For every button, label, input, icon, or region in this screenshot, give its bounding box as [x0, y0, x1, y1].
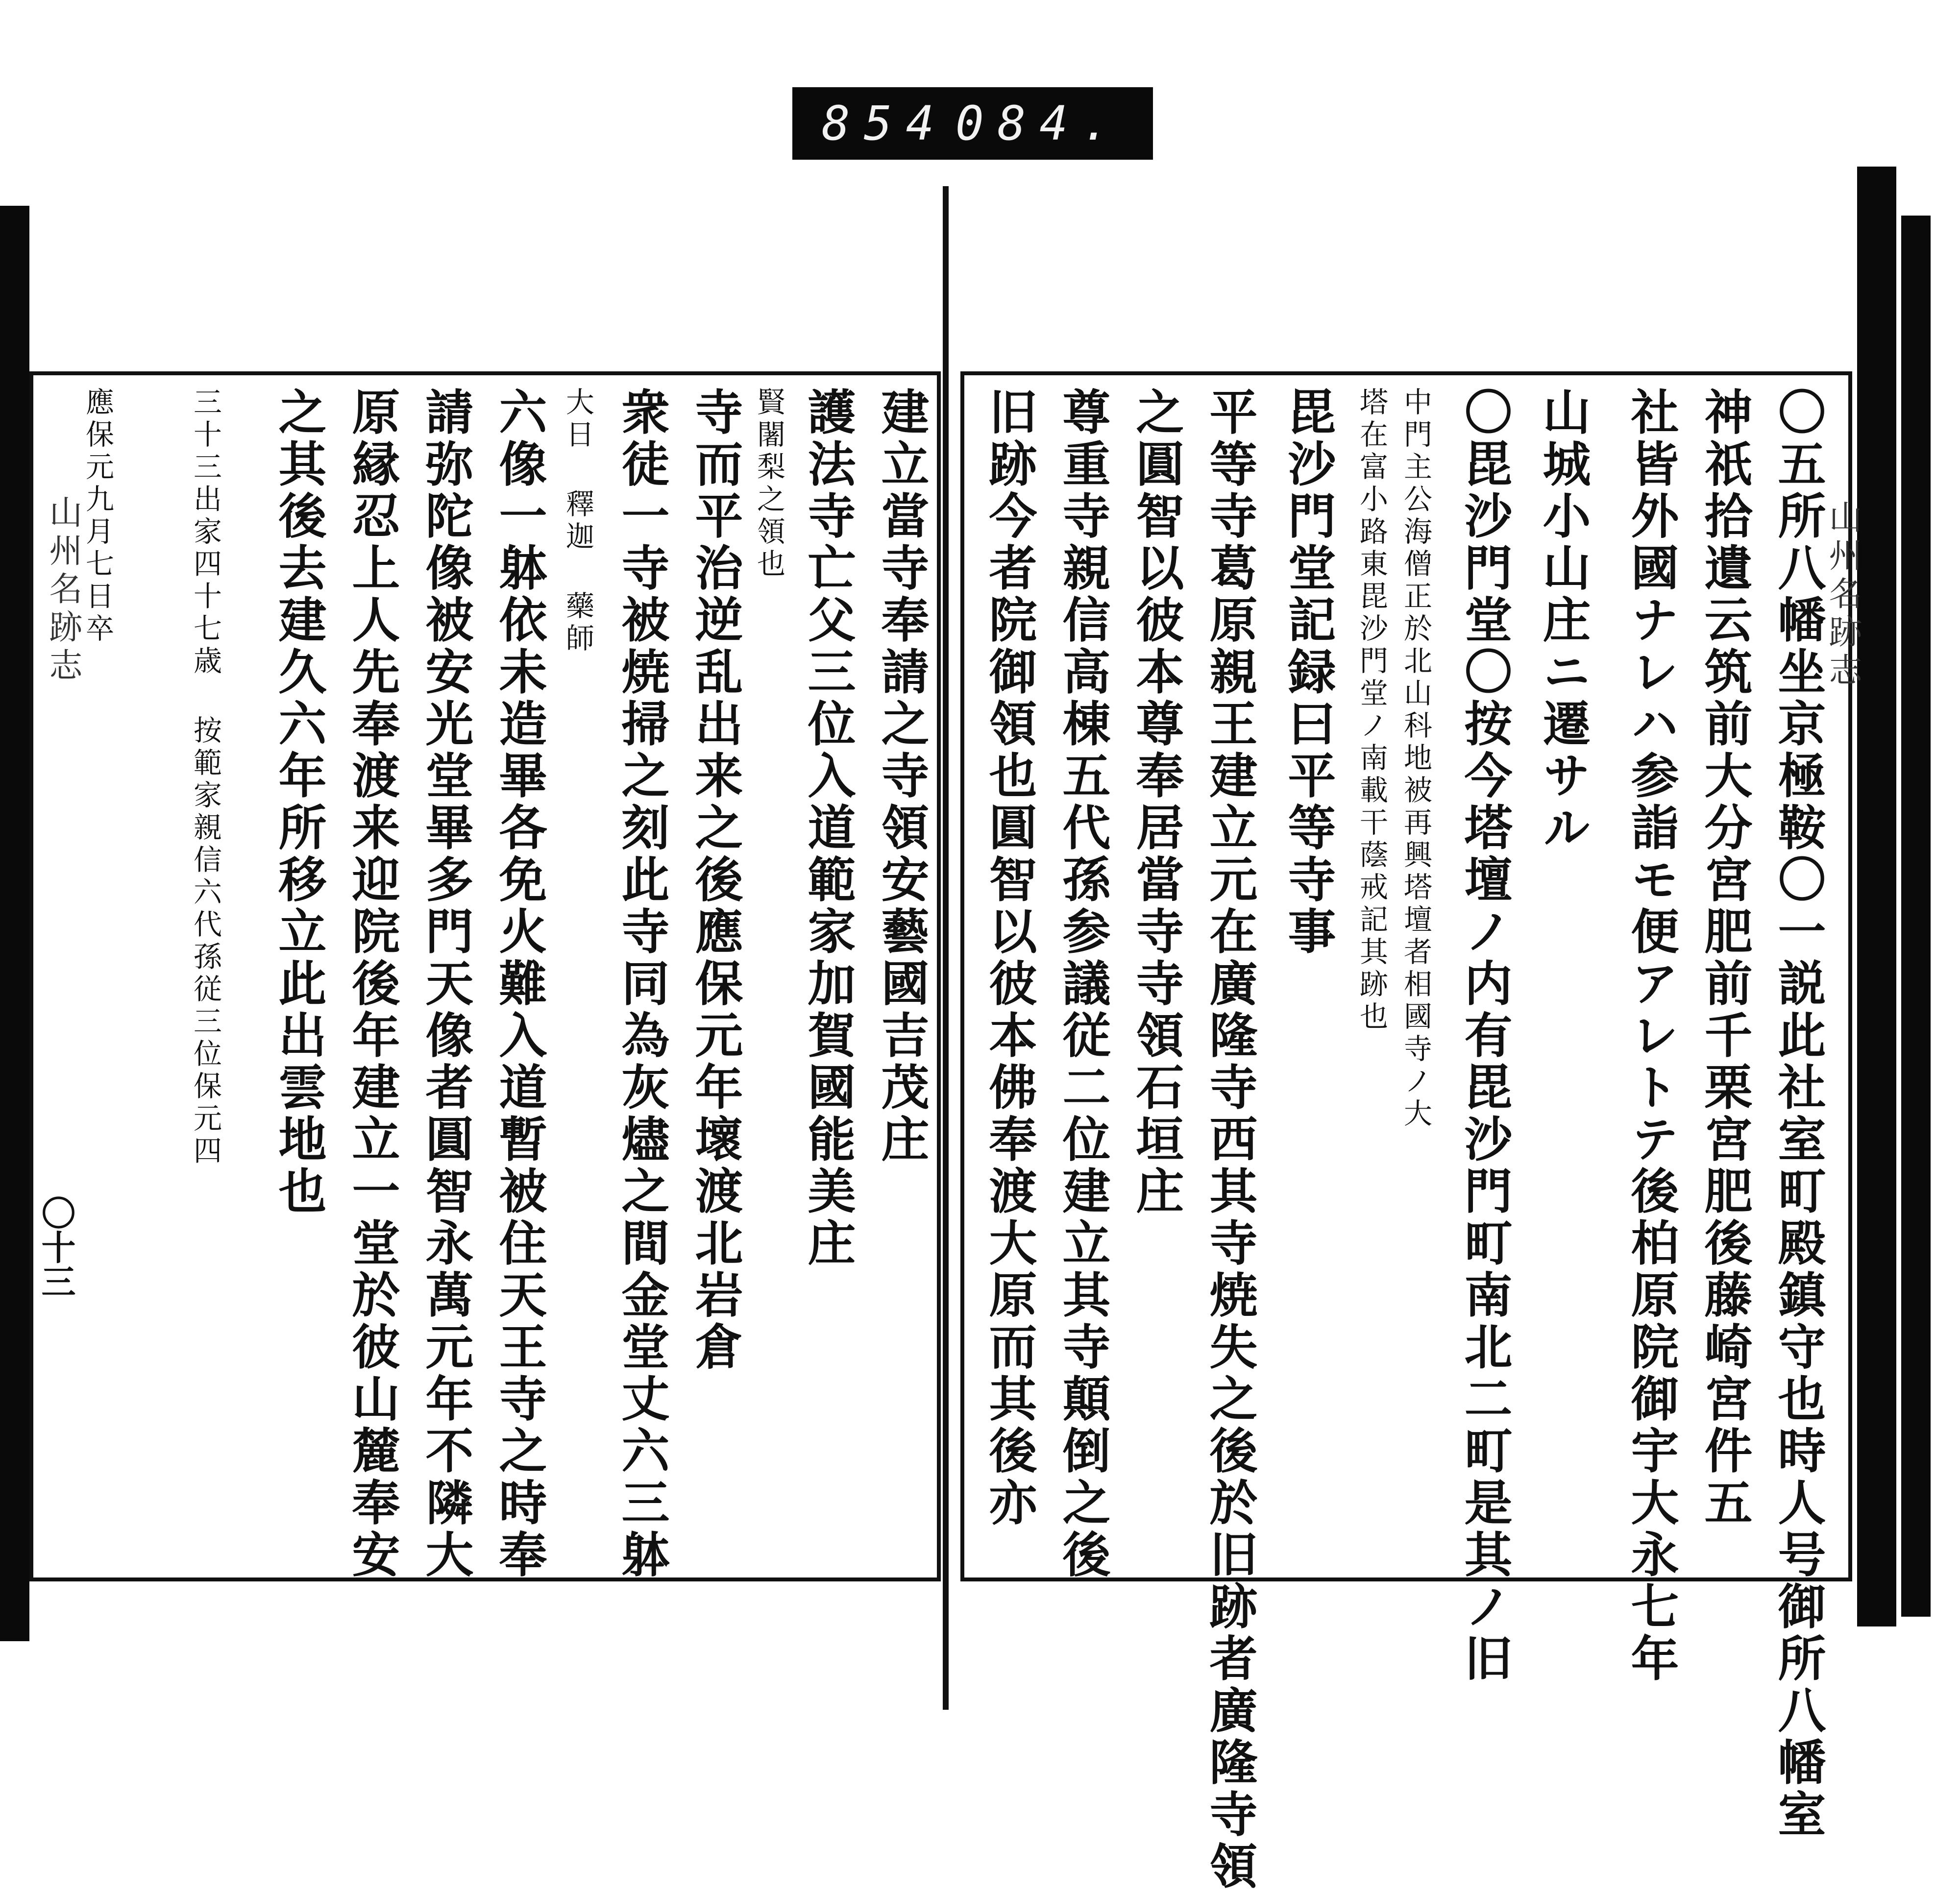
text-column: 建立當寺奉請之寺領安藝國吉茂庄: [873, 387, 930, 1166]
text-column: 〇毘沙門堂〇按今塔壇ノ内有毘沙門町南北二町是其ノ旧: [1456, 387, 1513, 1685]
right-page-header: 山州名跡志: [1823, 500, 1862, 691]
annotation-column: 大日 釋迦 藥師: [561, 387, 594, 655]
left-page-header: 山州名跡志: [44, 495, 82, 686]
text-column: 寺而平治逆乱出来之後應保元年壞渡北岩倉: [687, 387, 743, 1374]
text-column: 之圓智以彼本尊奉居當寺寺領石垣庄: [1128, 387, 1184, 1218]
text-column: 六像一躰依未造畢各免火難入道暫被住天王寺之時奉: [491, 387, 547, 1581]
text-column: 請弥陀像被安光堂畢多門天像者圓智永萬元年不隣大: [417, 387, 474, 1581]
annotation-column: 塔在富小路東毘沙門堂ノ南載干蔭戒記其跡也: [1355, 387, 1388, 1034]
text-column: 原縁忍上人先奉渡来迎院後年建立一堂於彼山麓奉安: [344, 387, 400, 1581]
text-column: 神祇拾遺云筑前大分宮肥前千栗宮肥後藤崎宮件五: [1696, 387, 1753, 1529]
text-column: 毘沙門堂記録曰平等寺事: [1280, 387, 1336, 958]
left-binding-edge: [0, 206, 29, 1641]
text-column: 〇五所八幡坐京極鞍〇一説此社室町殿鎮守也時人号御所八幡室: [1770, 387, 1826, 1841]
label-number-right: 084.: [955, 96, 1124, 151]
annotation-column: 應保元九月七日卒: [81, 387, 114, 646]
text-column: 尊重寺親信高棟五代孫参議従二位建立其寺顛倒之後: [1054, 387, 1111, 1581]
text-column: 之其後去建久六年所移立此出雲地也: [270, 387, 327, 1218]
annotation-column: 中門主公海僧正於北山科地被再興塔壇者相國寺ノ大: [1399, 387, 1432, 1131]
right-outer-edge: [1901, 216, 1931, 1617]
text-column: 山城小山庄ニ遷サル: [1535, 387, 1591, 854]
text-column: 護法寺亡父三位入道範家加賀國能美庄: [800, 387, 856, 1270]
left-page-number: 〇十三: [36, 1195, 76, 1298]
text-column: 平等寺葛原親王建立元在廣隆寺西其寺焼失之後於旧跡者廣隆寺領: [1201, 387, 1258, 1893]
annotation-column: 三十三出家四十七歳 按範家親信六代孫従三位保元四: [189, 387, 222, 1168]
text-column: 旧跡今者院御領也圓智以彼本佛奉渡大原而其後亦: [981, 387, 1037, 1529]
archive-label: [792, 87, 1153, 160]
text-column: 社皆外國ナレハ参詣モ便アレトテ後柏原院御宇大永七年: [1623, 387, 1679, 1685]
text-column: 衆徒一寺被焼掃之刻此寺同為灰燼之間金堂丈六三躰: [613, 387, 670, 1581]
right-binding-edge: [1857, 167, 1896, 1626]
annotation-column: 賢闍梨之領也: [752, 387, 785, 581]
label-number-left: 854: [822, 96, 948, 151]
center-gutter: [943, 186, 949, 1710]
